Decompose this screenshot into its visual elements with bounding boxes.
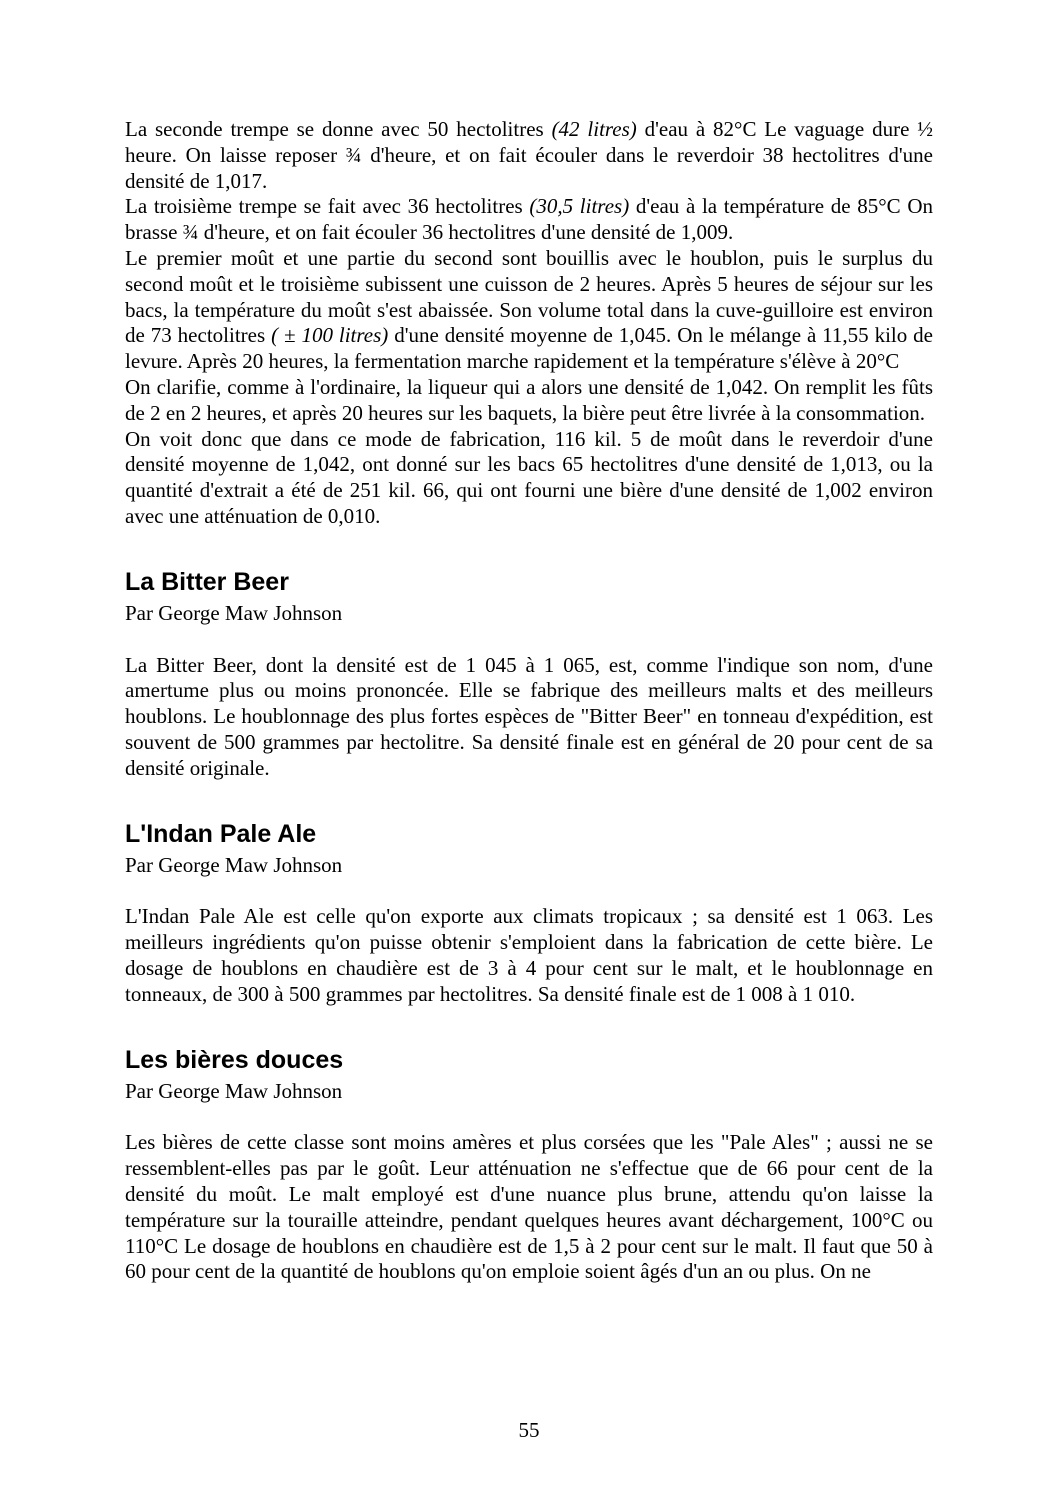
section-heading: Les bières douces [125,1045,344,1074]
intro-paragraph: La seconde trempe se donne avec 50 hectolitres (42 litres) d'eau à 82°C Le vaguage dure ½ heure. On laisse reposer ¾ d'heure, et on fait écouler dans le reverdoir 38 hectolitres d'une densité de 1,017. [125,117,933,193]
intro-paragraph: Le premier moût et une partie du second sont bouillis avec le houblon, puis le surplus du second moût et le troisième subissent une cuisson de 2 heures. Après 5 heures de séjour sur les bacs, la température du moût s'est abaissée. Son volume total dans la cuve-guilloire est environ de 73 hectolitres ( ± 100 litres) d'une densité moyenne de 1,045. On le mélange à 11,55 kilo de levure. Après 20 heures, la fermentation marche rapidement et la température s'élève à 20°C [125,245,933,374]
section-byline: Par George Maw Johnson [125,600,343,625]
section-paragraph: L'Indan Pale Ale est celle qu'on exporte aux climats tropicaux ; sa densité est 1 063. Les meilleurs ingrédients qu'on puisse obtenir s'emploient dans la fabrication de cette bière. Le dosage de houblons en chaudière est de 3 à 4 pour cent sur le malt, et le houblonnage en tonneaux, de 300 à 500 grammes par hectolitres. Sa densité finale est de 1 008 à 1 010. [125,904,933,1006]
section-heading: L'Indan Pale Ale [125,819,317,848]
section-heading: La Bitter Beer [125,567,289,596]
intro-paragraph: On voit donc que dans ce mode de fabrication, 116 kil. 5 de moût dans le reverdoir d'une densité moyenne de 1,042, ont donné sur les bacs 65 hectolitres d'une densité de 1,013, ou la quantité d'extrait a été de 251 kil. 66, qui ont fourni une bière d'une densité de 1,002 environ avec une atténuation de 0,010. [125,426,933,528]
page-number: 55 [518,1418,540,1442]
section-byline: Par George Maw Johnson [125,1078,343,1103]
section-paragraph: La Bitter Beer, dont la densité est de 1 045 à 1 065, est, comme l'indique son nom, d'une amertume plus ou moins prononcée. Elle se fabrique des meilleurs malts et des meilleurs houblons. Le houblonnage des plus fortes espèces de "Bitter Beer" en tonneau d'expédition, est souvent de 500 grammes par hectolitre. Sa densité finale est en général de 20 pour cent de sa densité originale. [125,652,933,780]
section-paragraph: Les bières de cette classe sont moins amères et plus corsées que les "Pale Ales" ; aussi ne se ressemblent-elles pas par le goût. Leur atténuation ne s'effectue que de 66 pour cent de la densité du moût. Le malt employé est d'une nuance plus brune, attendu qu'on laisse la température sur la touraille atteindre, pendant quelques heures avant déchargement, 100°C ou 110°C Le dosage de houblons en chaudière est de 1,5 à 2 pour cent sur le malt. Il faut que 50 à 60 pour cent de la quantité de houblons qu'on emploie soient âgés d'un an ou plus. On ne [125,1130,933,1284]
intro-paragraph: On clarifie, comme à l'ordinaire, la liqueur qui a alors une densité de 1,042. On remplit les fûts de 2 en 2 heures, et après 20 heures sur les baquets, la bière peut être livrée à la consommation. [125,374,933,425]
section-byline: Par George Maw Johnson [125,852,343,877]
section-bitter-beer [125,568,933,782]
section-bieres-douces [125,1046,933,1286]
page-text-block [125,117,933,1285]
section-indan-pale-ale [125,820,933,1008]
intro-paragraph: La troisième trempe se fait avec 36 hectolitres (30,5 litres) d'eau à la température de 85°C On brasse ¾ d'heure, et on fait écouler 36 hectolitres d'une densité de 1,009. [125,194,933,245]
